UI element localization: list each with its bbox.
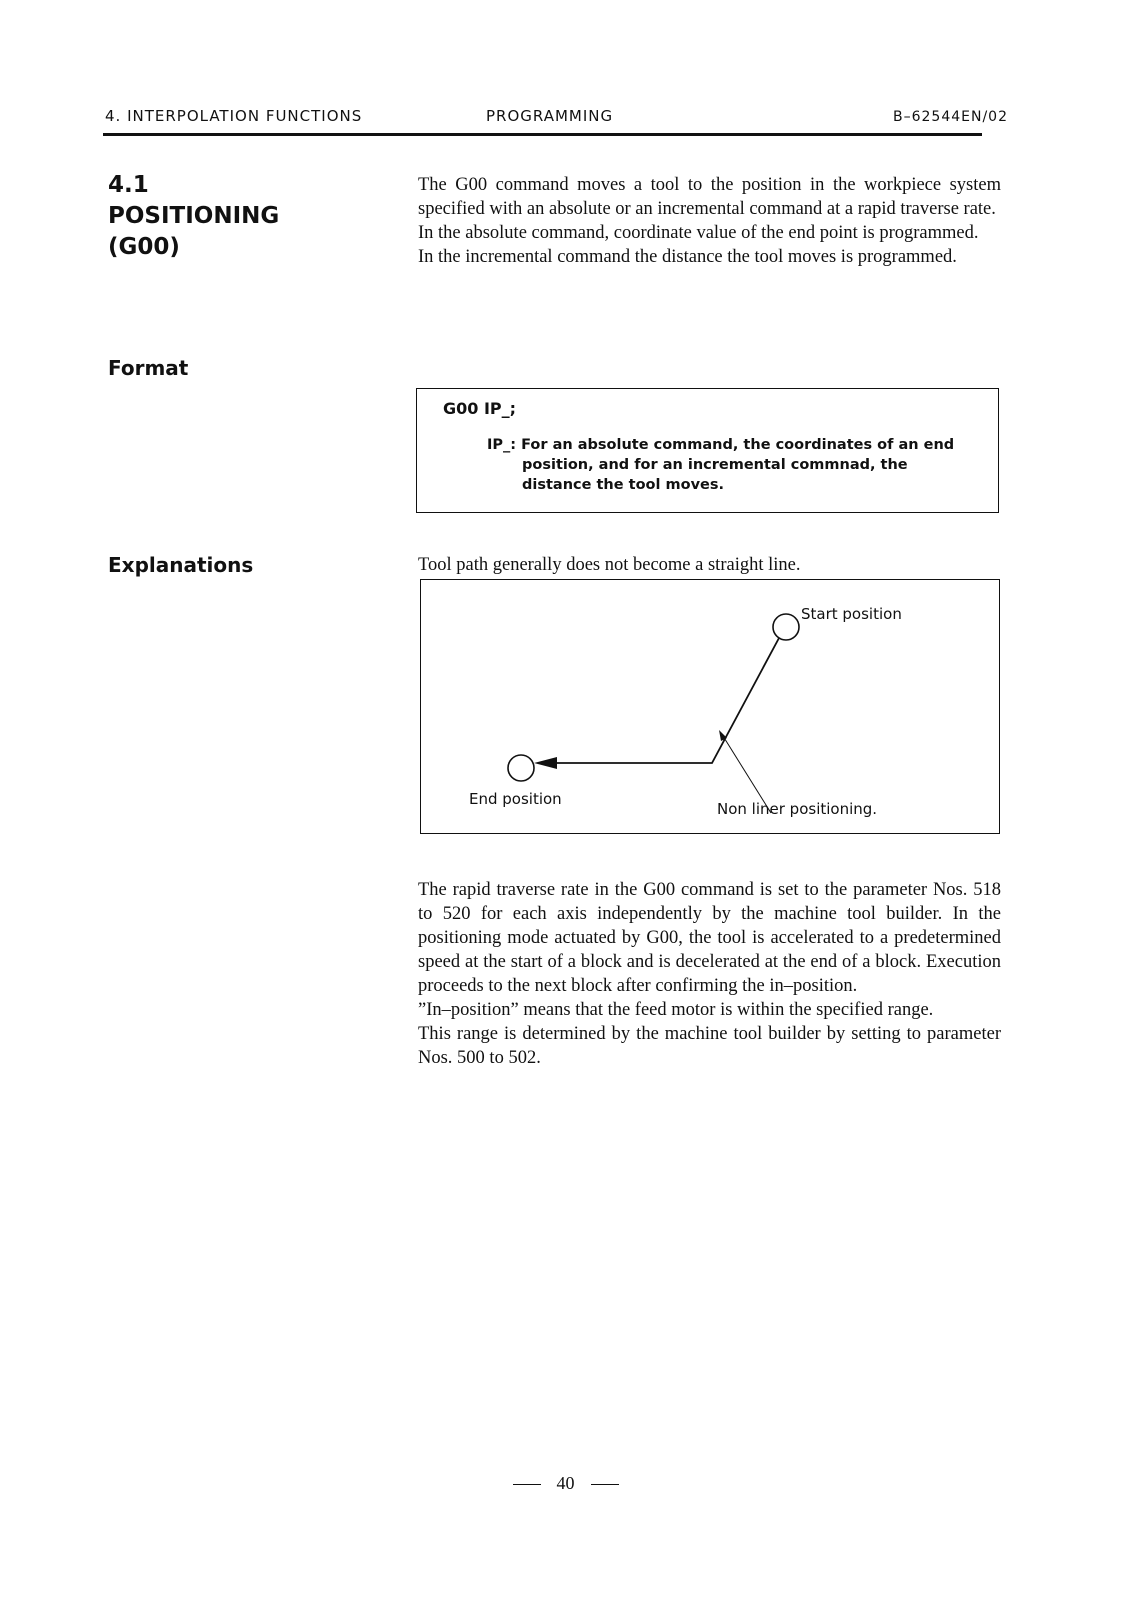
section-title-line2: (G00): [108, 234, 180, 260]
figure-caption: Tool path generally does not become a straight line.: [418, 555, 801, 575]
header-section: PROGRAMMING: [486, 107, 614, 125]
section-number: 4.1: [108, 172, 149, 198]
format-desc-lead: IP_: For an absolute command, the coordinates of an end: [487, 437, 955, 453]
page-number-value: 40: [556, 1473, 575, 1493]
tool-path-figure: [420, 579, 1000, 834]
format-command: G00 IP_;: [443, 399, 517, 418]
page-number: [0, 1473, 1131, 1494]
start-position-label: Start position: [801, 605, 902, 623]
header-chapter: 4. INTERPOLATION FUNCTIONS: [105, 107, 363, 125]
header-rule: [103, 133, 982, 136]
format-desc-rest: position, and for an incremental commnad, the distance the tool moves.: [522, 457, 908, 493]
intro-paragraph: In the absolute command, coordinate value of the end point is programmed.: [418, 223, 979, 243]
explanation-text: [418, 878, 1001, 1070]
format-description: [487, 435, 967, 495]
start-position-marker: [773, 614, 799, 640]
section-title: [108, 170, 279, 263]
path-arrowhead: [534, 757, 557, 769]
explanation-paragraph: ”In–position” means that the feed motor is within the specified range.: [418, 1000, 934, 1020]
intro-text: [418, 173, 1001, 269]
intro-paragraph: The G00 command moves a tool to the position in the workpiece system specified with an absolute or an incremental command at a rapid traverse rate.: [418, 175, 1001, 219]
explanation-paragraph: The rapid traverse rate in the G00 command is set to the parameter Nos. 518 to 520 for each axis independently by the machine tool builder. In the positioning mode actuated by G00, the tool is accelerated to a predetermined speed at the start of a block and is decelerated at the end of a block. Execution proceeds to the next block after confirming the in–position.: [418, 880, 1001, 996]
format-box: [416, 388, 999, 513]
format-heading: Format: [108, 356, 189, 380]
page-number-dash-right: [591, 1484, 619, 1485]
non-linear-positioning-label: Non liner positioning.: [717, 800, 878, 818]
intro-paragraph: In the incremental command the distance the tool moves is programmed.: [418, 247, 957, 267]
section-title-line1: POSITIONING: [108, 203, 280, 229]
header-doc-id: B–62544EN/02: [893, 109, 1008, 125]
explanations-heading: Explanations: [108, 553, 254, 577]
end-position-marker: [508, 755, 534, 781]
page-number-dash-left: [513, 1484, 541, 1485]
explanation-paragraph: This range is determined by the machine tool builder by setting to parameter Nos. 500 to 502.: [418, 1024, 1001, 1068]
end-position-label: End position: [469, 790, 562, 808]
tool-path-line: [547, 638, 779, 763]
